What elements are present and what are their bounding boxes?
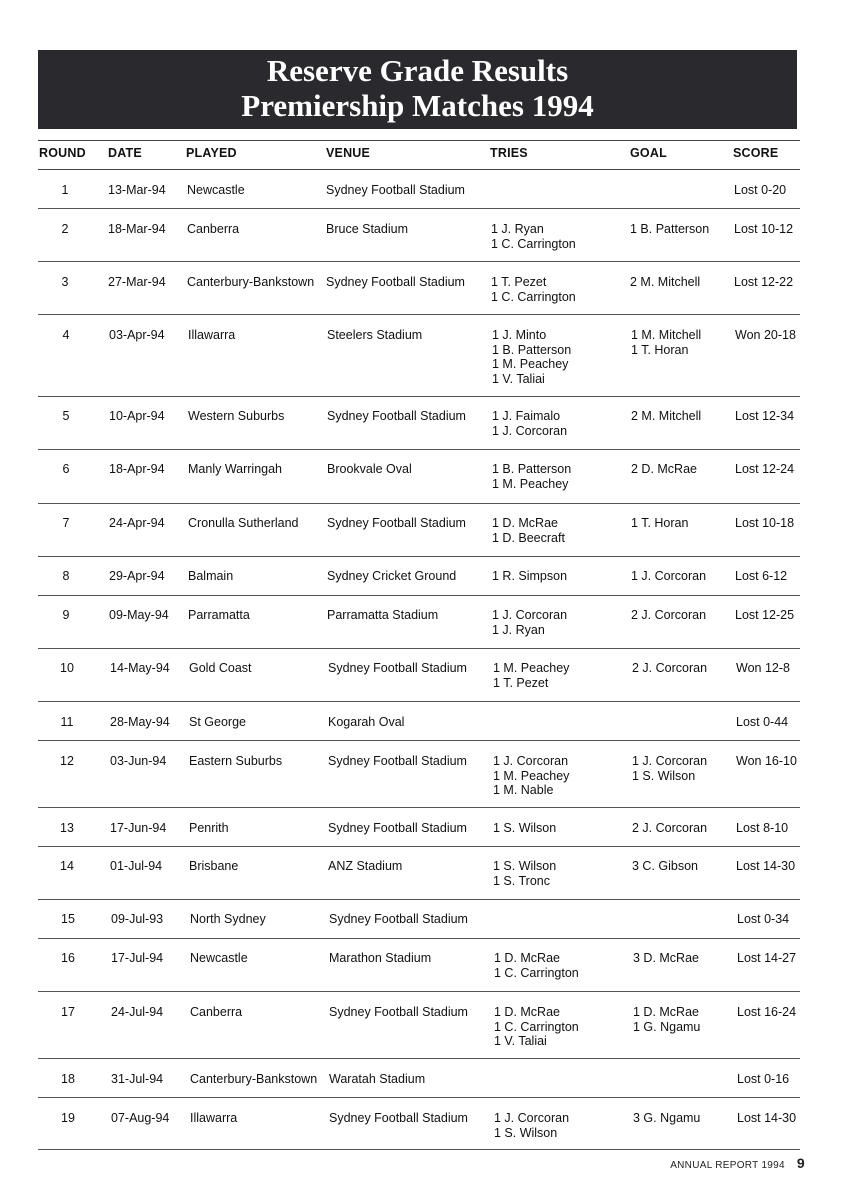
tries-cell-line: 1 S. Wilson bbox=[493, 859, 557, 873]
date-cell: 13-Mar-94 bbox=[108, 183, 166, 197]
played-cell: Cronulla Sutherland bbox=[188, 516, 299, 530]
played-cell: Western Suburbs bbox=[188, 409, 285, 423]
score-cell: Lost 12-22 bbox=[734, 275, 794, 289]
row-separator bbox=[38, 503, 800, 504]
round-cell: 7 bbox=[62, 516, 70, 530]
score-cell: Lost 12-25 bbox=[735, 608, 795, 622]
goal-cell-line: 1 D. McRae bbox=[633, 1005, 699, 1019]
date-cell: 24-Jul-94 bbox=[111, 1005, 164, 1019]
tries-cell-line: 1 J. Corcoran bbox=[492, 423, 568, 438]
tries-cell bbox=[491, 222, 576, 251]
goal-cell bbox=[631, 516, 688, 531]
tries-cell-line: 1 T. Pezet bbox=[491, 275, 547, 289]
tries-cell-line: 1 S. Wilson bbox=[493, 821, 557, 835]
played-cell: Balmain bbox=[188, 569, 234, 583]
tries-cell-line: 1 S. Tronc bbox=[493, 873, 550, 888]
round-cell: 2 bbox=[61, 222, 69, 236]
played-cell: Brisbane bbox=[189, 859, 239, 873]
score-cell: Lost 0-34 bbox=[737, 912, 790, 926]
date-cell: 28-May-94 bbox=[110, 715, 170, 729]
score-cell: Won 16-10 bbox=[736, 754, 797, 768]
tries-cell bbox=[491, 275, 576, 304]
tries-cell-line: 1 T. Pezet bbox=[493, 675, 549, 690]
round-cell: 8 bbox=[62, 569, 70, 583]
tries-cell-line: 1 D. McRae bbox=[492, 516, 558, 530]
round-cell: 9 bbox=[62, 608, 70, 622]
played-cell: Manly Warringah bbox=[188, 462, 283, 476]
round-cell: 14 bbox=[60, 859, 74, 873]
round-cell: 10 bbox=[60, 661, 74, 675]
tries-cell-line: 1 V. Taliai bbox=[494, 1034, 547, 1048]
goal-cell-line: 1 G. Ngamu bbox=[633, 1019, 701, 1034]
venue-cell: Sydney Football Stadium bbox=[328, 821, 467, 835]
venue-cell: ANZ Stadium bbox=[328, 859, 403, 873]
date-cell: 31-Jul-94 bbox=[111, 1072, 164, 1086]
row-separator bbox=[38, 1097, 800, 1098]
tries-cell bbox=[494, 1111, 569, 1140]
venue-cell: Parramatta Stadium bbox=[327, 608, 439, 622]
title-line-1: Reserve Grade Results bbox=[266, 53, 569, 88]
round-cell: 13 bbox=[60, 821, 74, 835]
tries-cell-line: 1 C. Carrington bbox=[494, 965, 579, 980]
round-cell: 19 bbox=[61, 1111, 75, 1125]
tries-cell-line: 1 S. Wilson bbox=[494, 1125, 558, 1140]
date-cell: 14-May-94 bbox=[110, 661, 170, 675]
tries-cell bbox=[494, 1005, 579, 1049]
footer-label: ANNUAL REPORT 1994 bbox=[670, 1160, 785, 1171]
venue-cell: Sydney Football Stadium bbox=[329, 1111, 468, 1125]
tries-cell-line: 1 V. Taliai bbox=[492, 371, 545, 386]
score-cell: Lost 0-44 bbox=[736, 715, 789, 729]
venue-cell: Sydney Football Stadium bbox=[328, 754, 467, 768]
goal-cell bbox=[631, 569, 706, 584]
score-cell: Lost 0-20 bbox=[734, 183, 787, 197]
goal-cell-line: 2 J. Corcoran bbox=[632, 821, 708, 835]
tries-cell-line: 1 D. McRae bbox=[494, 951, 560, 965]
goal-cell-line: 1 T. Horan bbox=[631, 516, 689, 530]
column-header-played: PLAYED bbox=[186, 146, 237, 160]
score-cell: Lost 8-10 bbox=[736, 821, 789, 835]
played-cell: Canterbury-Bankstown bbox=[187, 275, 315, 289]
tries-cell-line: 1 C. Carrington bbox=[494, 1019, 579, 1034]
tries-cell-line: 1 C. Carrington bbox=[491, 236, 576, 251]
tries-cell-line: 1 J. Ryan bbox=[491, 222, 544, 236]
tries-cell bbox=[492, 569, 567, 584]
goal-cell bbox=[632, 661, 707, 676]
row-separator bbox=[38, 595, 800, 596]
goal-cell-line: 1 J. Corcoran bbox=[631, 569, 707, 583]
row-separator bbox=[38, 1149, 800, 1150]
column-header-tries: TRIES bbox=[490, 146, 528, 160]
date-cell: 18-Mar-94 bbox=[108, 222, 166, 236]
venue-cell: Brookvale Oval bbox=[327, 462, 412, 476]
row-separator bbox=[38, 556, 800, 557]
played-cell: Canberra bbox=[190, 1005, 243, 1019]
round-cell: 17 bbox=[61, 1005, 75, 1019]
played-cell: Penrith bbox=[189, 821, 229, 835]
tries-cell-line: 1 M. Nable bbox=[493, 783, 554, 797]
goal-cell-line: 2 M. Mitchell bbox=[631, 409, 702, 423]
column-header-score: SCORE bbox=[733, 146, 779, 160]
tries-cell bbox=[492, 608, 567, 637]
played-cell: Illawarra bbox=[188, 328, 236, 342]
row-separator bbox=[38, 846, 800, 847]
score-cell: Won 12-8 bbox=[736, 661, 790, 675]
tries-cell bbox=[492, 516, 565, 545]
goal-cell bbox=[632, 859, 698, 874]
tries-cell bbox=[493, 754, 569, 798]
row-separator bbox=[38, 449, 800, 450]
date-cell: 09-May-94 bbox=[109, 608, 169, 622]
row-separator bbox=[38, 740, 800, 741]
row-separator bbox=[38, 899, 800, 900]
score-cell: Lost 14-27 bbox=[737, 951, 797, 965]
date-cell: 18-Apr-94 bbox=[109, 462, 165, 476]
goal-cell bbox=[632, 821, 707, 836]
tries-cell bbox=[493, 859, 556, 888]
tries-cell-line: 1 M. Peachey bbox=[493, 768, 570, 783]
tries-cell bbox=[492, 409, 567, 438]
played-cell: Canterbury-Bankstown bbox=[190, 1072, 318, 1086]
tries-cell-line: 1 C. Carrington bbox=[491, 289, 576, 304]
score-cell: Lost 10-12 bbox=[734, 222, 794, 236]
column-header-date: DATE bbox=[108, 146, 142, 160]
tries-cell bbox=[493, 821, 556, 836]
goal-cell-line: 2 D. McRae bbox=[631, 462, 697, 476]
goal-cell-line: 3 C. Gibson bbox=[632, 859, 699, 873]
tries-cell-line: 1 M. Peachey bbox=[492, 357, 569, 371]
title-line-2: Premiership Matches 1994 bbox=[241, 88, 594, 123]
date-cell: 03-Apr-94 bbox=[109, 328, 165, 342]
round-cell: 1 bbox=[61, 183, 69, 197]
venue-cell: Sydney Football Stadium bbox=[326, 275, 465, 289]
row-separator bbox=[38, 701, 800, 702]
played-cell: Parramatta bbox=[188, 608, 250, 622]
date-cell: 03-Jun-94 bbox=[110, 754, 167, 768]
goal-cell-line: 2 M. Mitchell bbox=[630, 275, 701, 289]
date-cell: 27-Mar-94 bbox=[108, 275, 166, 289]
goal-cell bbox=[630, 222, 709, 237]
column-header-goal: GOAL bbox=[630, 146, 667, 160]
played-cell: Newcastle bbox=[190, 951, 248, 965]
goal-cell-line: 1 T. Horan bbox=[631, 342, 689, 357]
goal-cell bbox=[633, 951, 699, 966]
played-cell: Gold Coast bbox=[189, 661, 252, 675]
tries-cell-line: 1 J. Minto bbox=[492, 328, 547, 342]
venue-cell: Sydney Football Stadium bbox=[326, 183, 465, 197]
round-cell: 11 bbox=[60, 715, 74, 729]
tries-cell-line: 1 J. Corcoran bbox=[492, 608, 568, 622]
goal-cell-line: 1 S. Wilson bbox=[632, 768, 696, 783]
page-footer bbox=[670, 1155, 805, 1171]
tries-cell-line: 1 R. Simpson bbox=[492, 569, 568, 583]
tries-cell-line: 1 B. Patterson bbox=[492, 462, 572, 476]
tries-cell bbox=[493, 661, 569, 690]
played-cell: St George bbox=[189, 715, 246, 729]
tries-cell-line: 1 J. Corcoran bbox=[494, 1111, 570, 1125]
row-separator bbox=[38, 396, 800, 397]
tries-cell-line: 1 J. Faimalo bbox=[492, 409, 561, 423]
date-cell: 29-Apr-94 bbox=[109, 569, 165, 583]
date-cell: 07-Aug-94 bbox=[111, 1111, 170, 1125]
score-cell: Lost 14-30 bbox=[736, 859, 796, 873]
venue-cell: Kogarah Oval bbox=[328, 715, 405, 729]
column-header-round: ROUND bbox=[39, 146, 86, 160]
date-cell: 09-Jul-93 bbox=[111, 912, 164, 926]
row-separator bbox=[38, 938, 800, 939]
tries-cell-line: 1 M. Peachey bbox=[493, 661, 570, 675]
score-cell: Lost 12-24 bbox=[735, 462, 795, 476]
column-header-venue: VENUE bbox=[326, 146, 371, 160]
venue-cell: Bruce Stadium bbox=[326, 222, 408, 236]
tries-cell-line: 1 B. Patterson bbox=[492, 342, 572, 357]
venue-cell: Sydney Football Stadium bbox=[329, 1005, 468, 1019]
date-cell: 10-Apr-94 bbox=[109, 409, 165, 423]
goal-cell bbox=[631, 409, 701, 424]
goal-cell bbox=[633, 1111, 700, 1126]
venue-cell: Waratah Stadium bbox=[329, 1072, 426, 1086]
played-cell: Newcastle bbox=[187, 183, 245, 197]
row-separator bbox=[38, 807, 800, 808]
round-cell: 6 bbox=[62, 462, 70, 476]
round-cell: 12 bbox=[60, 754, 74, 768]
round-cell: 16 bbox=[61, 951, 75, 965]
goal-cell-line: 1 J. Corcoran bbox=[632, 754, 708, 768]
tries-cell-line: 1 J. Corcoran bbox=[493, 754, 569, 768]
score-cell: Lost 16-24 bbox=[737, 1005, 797, 1019]
round-cell: 5 bbox=[62, 409, 70, 423]
goal-cell bbox=[632, 754, 707, 783]
date-cell: 01-Jul-94 bbox=[110, 859, 163, 873]
date-cell: 17-Jun-94 bbox=[110, 821, 167, 835]
played-cell: Canberra bbox=[187, 222, 240, 236]
goal-cell bbox=[631, 462, 697, 477]
score-cell: Lost 14-30 bbox=[737, 1111, 797, 1125]
tries-cell-line: 1 J. Ryan bbox=[492, 622, 545, 637]
venue-cell: Sydney Football Stadium bbox=[327, 409, 466, 423]
score-cell: Won 20-18 bbox=[735, 328, 796, 342]
date-cell: 24-Apr-94 bbox=[109, 516, 165, 530]
goal-cell-line: 3 D. McRae bbox=[633, 951, 699, 965]
row-separator bbox=[38, 261, 800, 262]
round-cell: 4 bbox=[62, 328, 70, 342]
row-separator bbox=[38, 991, 800, 992]
goal-cell-line: 3 G. Ngamu bbox=[633, 1111, 701, 1125]
score-cell: Lost 12-34 bbox=[735, 409, 795, 423]
goal-cell-line: 2 J. Corcoran bbox=[632, 661, 708, 675]
round-cell: 15 bbox=[61, 912, 75, 926]
goal-cell bbox=[633, 1005, 700, 1034]
page-number: 9 bbox=[796, 1155, 805, 1171]
tries-cell bbox=[492, 462, 571, 491]
venue-cell: Sydney Cricket Ground bbox=[327, 569, 457, 583]
goal-cell-line: 1 B. Patterson bbox=[630, 222, 710, 236]
score-cell: Lost 6-12 bbox=[735, 569, 788, 583]
date-cell: 17-Jul-94 bbox=[111, 951, 164, 965]
played-cell: Eastern Suburbs bbox=[189, 754, 283, 768]
tries-cell-line: 1 D. McRae bbox=[494, 1005, 560, 1019]
row-separator bbox=[38, 648, 800, 649]
venue-cell: Steelers Stadium bbox=[327, 328, 423, 342]
goal-cell-line: 2 J. Corcoran bbox=[631, 608, 707, 622]
goal-cell bbox=[631, 608, 706, 623]
goal-cell bbox=[630, 275, 700, 290]
played-cell: North Sydney bbox=[190, 912, 266, 926]
round-cell: 3 bbox=[61, 275, 69, 289]
venue-cell: Marathon Stadium bbox=[329, 951, 432, 965]
score-cell: Lost 0-16 bbox=[737, 1072, 790, 1086]
row-separator bbox=[38, 208, 800, 209]
round-cell: 18 bbox=[61, 1072, 75, 1086]
played-cell: Illawarra bbox=[190, 1111, 238, 1125]
venue-cell: Sydney Football Stadium bbox=[327, 516, 466, 530]
score-cell: Lost 10-18 bbox=[735, 516, 795, 530]
goal-cell-line: 1 M. Mitchell bbox=[631, 328, 702, 342]
goal-cell bbox=[631, 328, 701, 357]
tries-cell bbox=[494, 951, 579, 980]
tries-cell-line: 1 D. Beecraft bbox=[492, 530, 565, 545]
row-separator bbox=[38, 1058, 800, 1059]
venue-cell: Sydney Football Stadium bbox=[328, 661, 467, 675]
venue-cell: Sydney Football Stadium bbox=[329, 912, 468, 926]
tries-cell bbox=[492, 328, 571, 386]
tries-cell-line: 1 M. Peachey bbox=[492, 476, 569, 491]
row-separator bbox=[38, 314, 800, 315]
